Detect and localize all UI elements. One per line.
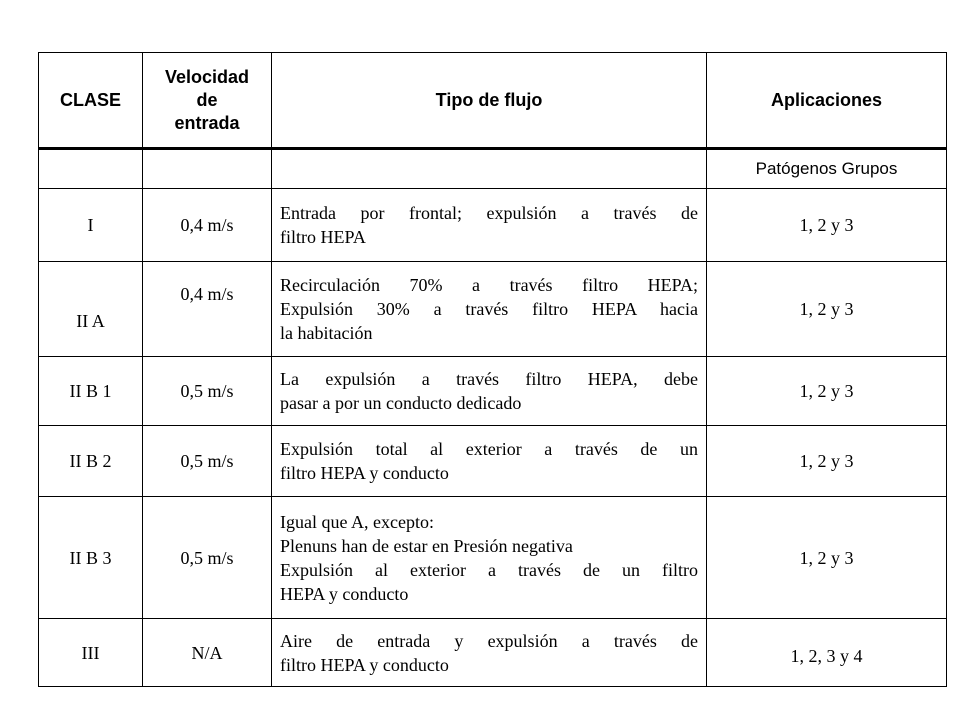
cell-clase: II B 2 — [39, 426, 143, 497]
table-row — [39, 497, 947, 619]
empty-cell — [143, 149, 272, 189]
subheader-row — [39, 149, 947, 189]
header-row — [39, 53, 947, 149]
cell-aplicaciones: 1, 2 y 3 — [707, 426, 947, 497]
cell-tipo — [272, 497, 707, 619]
cell-velocidad: 0,4 m/s — [143, 189, 272, 262]
tipo-line: filtro HEPA y conducto — [280, 654, 449, 675]
empty-cell — [39, 149, 143, 189]
cell-clase: II B 1 — [39, 357, 143, 426]
cell-clase: III — [39, 619, 143, 687]
empty-cell — [272, 149, 707, 189]
cell-tipo — [272, 357, 707, 426]
cell-tipo — [272, 619, 707, 687]
tipo-line: filtro HEPA — [280, 227, 366, 247]
cell-aplicaciones: 1, 2 y 3 — [707, 189, 947, 262]
header-velocidad-line: entrada — [174, 112, 240, 133]
cell-aplicaciones: 1, 2 y 3 — [707, 497, 947, 619]
cell-tipo — [272, 426, 707, 497]
tipo-line: Expulsión 30% a través filtro HEPA hacia — [280, 299, 698, 319]
table-row — [39, 619, 947, 687]
tipo-line: Recirculación 70% a través filtro HEPA; — [280, 275, 698, 295]
header-clase: CLASE — [39, 53, 143, 149]
cell-tipo — [272, 262, 707, 357]
table-row — [39, 189, 947, 262]
cell-aplicaciones: 1, 2 y 3 — [707, 262, 947, 357]
header-velocidad-line: de — [196, 89, 218, 110]
cell-aplicaciones: 1, 2, 3 y 4 — [707, 619, 947, 687]
tipo-line: Expulsión total al exterior a través de un — [280, 439, 698, 459]
cell-clase: II A — [39, 262, 143, 357]
cell-velocidad: 0,4 m/s — [143, 262, 272, 357]
cell-clase: II B 3 — [39, 497, 143, 619]
tipo-line: Expulsión al exterior a través de un filtro — [280, 559, 698, 580]
cell-velocidad: N/A — [143, 619, 272, 687]
table-row — [39, 262, 947, 357]
table-row — [39, 357, 947, 426]
subheader-aplicaciones: Patógenos Grupos — [707, 149, 947, 189]
header-tipo: Tipo de flujo — [272, 53, 707, 149]
cell-velocidad: 0,5 m/s — [143, 426, 272, 497]
tipo-line: HEPA y conducto — [280, 583, 409, 604]
tipo-line: Plenuns han de estar en Presión negativa — [280, 535, 573, 556]
tipo-line: Entrada por frontal; expulsión a través de — [280, 203, 698, 223]
tipo-line: la habitación — [280, 323, 373, 343]
cell-clase: I — [39, 189, 143, 262]
biosafety-cabinet-table — [38, 52, 947, 687]
table-row — [39, 426, 947, 497]
tipo-line: Aire de entrada y expulsión a través de — [280, 630, 698, 651]
header-velocidad — [143, 53, 272, 149]
header-aplicaciones: Aplicaciones — [707, 53, 947, 149]
cell-velocidad: 0,5 m/s — [143, 497, 272, 619]
tipo-line: Igual que A, excepto: — [280, 511, 434, 532]
cell-tipo — [272, 189, 707, 262]
tipo-line: La expulsión a través filtro HEPA, debe — [280, 369, 698, 389]
tipo-line: pasar a por un conducto dedicado — [280, 393, 522, 413]
header-velocidad-line: Velocidad — [164, 66, 250, 87]
tipo-line: filtro HEPA y conducto — [280, 463, 449, 483]
cell-aplicaciones: 1, 2 y 3 — [707, 357, 947, 426]
cell-velocidad: 0,5 m/s — [143, 357, 272, 426]
